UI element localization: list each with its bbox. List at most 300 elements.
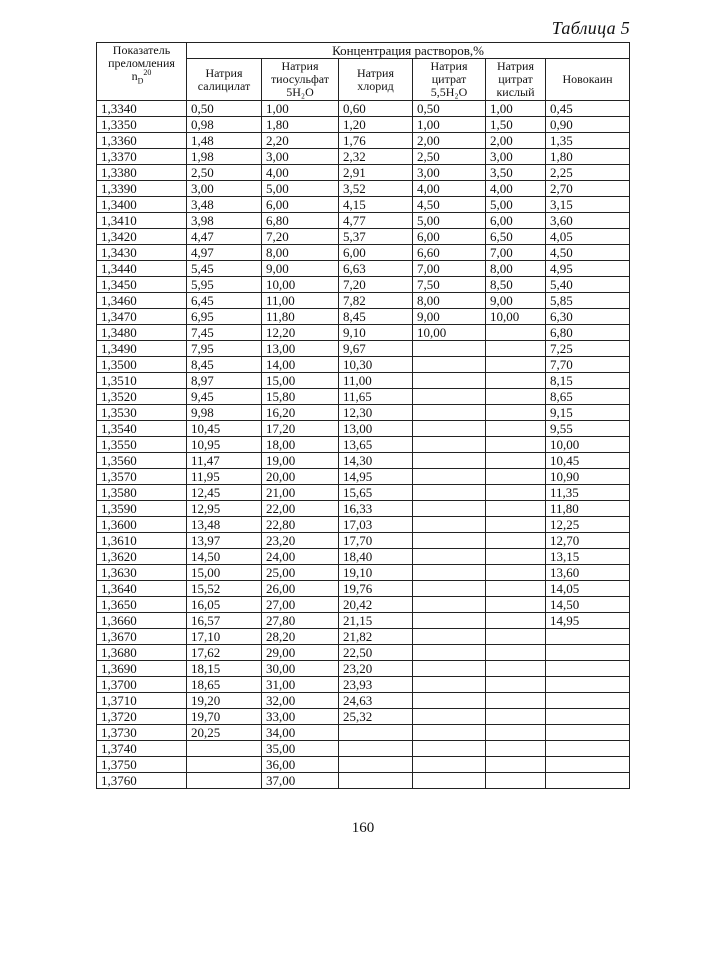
concentration-cell	[187, 741, 262, 757]
refractive-index-cell: 1,3400	[97, 197, 187, 213]
table-row	[97, 197, 630, 213]
concentration-cell: 8,50	[486, 277, 546, 293]
table-row	[97, 533, 630, 549]
concentration-cell: 1,48	[187, 133, 262, 149]
refractive-index-cell: 1,3360	[97, 133, 187, 149]
table-row	[97, 261, 630, 277]
concentration-cell: 6,63	[339, 261, 413, 277]
concentration-cell	[486, 613, 546, 629]
concentration-cell: 11,65	[339, 389, 413, 405]
table-row	[97, 757, 630, 773]
table-row	[97, 565, 630, 581]
refractive-index-cell: 1,3550	[97, 437, 187, 453]
concentration-cell: 8,45	[187, 357, 262, 373]
concentration-cell: 1,20	[339, 117, 413, 133]
concentration-cell: 7,25	[546, 341, 630, 357]
concentration-cell	[486, 405, 546, 421]
concentration-cell: 12,25	[546, 517, 630, 533]
refractive-index-cell: 1,3370	[97, 149, 187, 165]
table-row	[97, 341, 630, 357]
column-header-line1: Натрия	[496, 59, 534, 73]
concentration-cell: 15,65	[339, 485, 413, 501]
table-row	[97, 645, 630, 661]
concentration-cell	[413, 661, 486, 677]
concentration-cell: 5,95	[187, 277, 262, 293]
concentration-cell: 22,50	[339, 645, 413, 661]
concentration-cell	[546, 757, 630, 773]
concentration-cell	[413, 517, 486, 533]
refractive-index-cell: 1,3470	[97, 309, 187, 325]
column-header-line2: хлорид	[357, 78, 394, 93]
concentration-cell: 1,80	[262, 117, 339, 133]
concentration-cell	[413, 597, 486, 613]
concentration-cell	[486, 645, 546, 661]
concentration-cell	[486, 725, 546, 741]
table-row	[97, 773, 630, 789]
refractive-index-cell: 1,3740	[97, 741, 187, 757]
concentration-cell: 23,20	[262, 533, 339, 549]
concentration-cell: 8,15	[546, 373, 630, 389]
concentration-cell: 6,95	[187, 309, 262, 325]
concentration-cell: 14,30	[339, 453, 413, 469]
refractive-index-cell: 1,3430	[97, 245, 187, 261]
concentration-cell: 24,00	[262, 549, 339, 565]
concentration-cell: 18,15	[187, 661, 262, 677]
refractive-index-table	[96, 42, 630, 789]
refractive-index-cell: 1,3530	[97, 405, 187, 421]
concentration-cell: 0,45	[546, 101, 630, 117]
concentration-cell: 34,00	[262, 725, 339, 741]
refractive-index-cell: 1,3660	[97, 613, 187, 629]
table-row	[97, 517, 630, 533]
column-header	[187, 59, 262, 101]
concentration-cell: 11,95	[187, 469, 262, 485]
concentration-cell: 14,05	[546, 581, 630, 597]
concentration-cell: 35,00	[262, 741, 339, 757]
concentration-cell	[486, 773, 546, 789]
concentration-cell	[339, 725, 413, 741]
concentration-cell: 13,48	[187, 517, 262, 533]
concentration-cell	[486, 357, 546, 373]
concentration-cell: 37,00	[262, 773, 339, 789]
table-row	[97, 549, 630, 565]
concentration-cell: 15,00	[187, 565, 262, 581]
concentration-cell: 28,20	[262, 629, 339, 645]
table-row	[97, 661, 630, 677]
concentration-cell: 2,32	[339, 149, 413, 165]
concentration-cell	[486, 693, 546, 709]
concentration-cell	[486, 757, 546, 773]
table-row	[97, 293, 630, 309]
index-header-line2: преломления	[108, 56, 175, 70]
table-caption: Таблица 5	[551, 18, 630, 38]
column-header-line1: Новокаин	[562, 72, 613, 86]
concentration-cell: 3,60	[546, 213, 630, 229]
concentration-cell: 4,50	[413, 197, 486, 213]
concentration-cell: 11,80	[262, 309, 339, 325]
refractive-index-cell: 1,3670	[97, 629, 187, 645]
refractive-index-cell: 1,3760	[97, 773, 187, 789]
table-row	[97, 245, 630, 261]
concentration-cell: 7,20	[339, 277, 413, 293]
concentration-cell: 2,50	[413, 149, 486, 165]
concentration-cell: 9,00	[262, 261, 339, 277]
concentration-cell: 17,03	[339, 517, 413, 533]
concentration-cell: 4,00	[262, 165, 339, 181]
concentration-cell: 1,00	[486, 101, 546, 117]
refractive-index-cell: 1,3520	[97, 389, 187, 405]
refractive-index-cell: 1,3560	[97, 453, 187, 469]
concentration-cell	[486, 597, 546, 613]
concentration-cell: 16,57	[187, 613, 262, 629]
concentration-cell: 5,00	[413, 213, 486, 229]
concentration-cell	[486, 661, 546, 677]
concentration-cell: 3,00	[486, 149, 546, 165]
concentration-cell: 13,60	[546, 565, 630, 581]
column-header-line1: Натрия	[205, 65, 243, 80]
table-row	[97, 325, 630, 341]
concentration-cell: 18,65	[187, 677, 262, 693]
concentration-cell	[413, 613, 486, 629]
concentration-cell: 19,76	[339, 581, 413, 597]
concentration-cell: 2,50	[187, 165, 262, 181]
concentration-cell: 10,45	[187, 421, 262, 437]
concentration-cell: 11,47	[187, 453, 262, 469]
table-row	[97, 373, 630, 389]
concentration-cell	[486, 709, 546, 725]
refractive-index-cell: 1,3750	[97, 757, 187, 773]
refractive-index-cell: 1,3730	[97, 725, 187, 741]
concentration-cell	[413, 757, 486, 773]
concentration-cell: 6,60	[413, 245, 486, 261]
concentration-cell: 7,70	[546, 357, 630, 373]
concentration-cell: 19,10	[339, 565, 413, 581]
concentration-cell	[486, 533, 546, 549]
concentration-cell: 16,05	[187, 597, 262, 613]
index-header-line1: Показатель	[112, 43, 171, 57]
concentration-cell: 27,80	[262, 613, 339, 629]
concentration-cell	[413, 437, 486, 453]
concentration-cell: 19,70	[187, 709, 262, 725]
table-row	[97, 453, 630, 469]
concentration-cell	[187, 773, 262, 789]
concentration-cell: 24,63	[339, 693, 413, 709]
concentration-cell	[413, 357, 486, 373]
refractive-index-cell: 1,3420	[97, 229, 187, 245]
concentration-cell: 11,00	[262, 293, 339, 309]
concentration-cell: 5,37	[339, 229, 413, 245]
concentration-cell: 6,00	[486, 213, 546, 229]
table-row	[97, 709, 630, 725]
column-header-line2: тиосульфат	[270, 72, 330, 86]
concentration-cell: 10,95	[187, 437, 262, 453]
concentration-cell	[546, 725, 630, 741]
concentration-cell: 3,50	[486, 165, 546, 181]
concentration-cell	[486, 485, 546, 501]
concentration-cell	[486, 453, 546, 469]
concentration-cell: 3,00	[413, 165, 486, 181]
column-header-line1: Натрия	[356, 65, 394, 80]
concentration-cell: 6,30	[546, 309, 630, 325]
concentration-cell: 6,80	[546, 325, 630, 341]
concentration-cell: 30,00	[262, 661, 339, 677]
table-row	[97, 149, 630, 165]
concentration-group-header: Концентрация растворов,%	[187, 43, 630, 59]
concentration-cell	[413, 373, 486, 389]
concentration-cell: 22,80	[262, 517, 339, 533]
concentration-cell	[486, 373, 546, 389]
concentration-cell	[413, 629, 486, 645]
concentration-cell: 16,33	[339, 501, 413, 517]
refractive-index-cell: 1,3460	[97, 293, 187, 309]
concentration-cell	[413, 645, 486, 661]
concentration-cell: 7,45	[187, 325, 262, 341]
concentration-cell	[486, 741, 546, 757]
concentration-cell: 3,15	[546, 197, 630, 213]
concentration-cell: 6,00	[339, 245, 413, 261]
concentration-cell: 14,50	[187, 549, 262, 565]
concentration-cell	[413, 501, 486, 517]
concentration-cell: 4,97	[187, 245, 262, 261]
concentration-cell	[413, 565, 486, 581]
concentration-cell	[486, 469, 546, 485]
concentration-cell: 5,85	[546, 293, 630, 309]
refractive-index-cell: 1,3500	[97, 357, 187, 373]
concentration-cell	[413, 581, 486, 597]
table-row	[97, 405, 630, 421]
column-header-line3: кислый	[496, 85, 535, 99]
concentration-cell: 15,52	[187, 581, 262, 597]
concentration-cell	[413, 485, 486, 501]
concentration-cell: 10,00	[546, 437, 630, 453]
concentration-cell: 18,00	[262, 437, 339, 453]
refractive-index-cell: 1,3340	[97, 101, 187, 117]
concentration-cell: 9,45	[187, 389, 262, 405]
refractive-index-cell: 1,3590	[97, 501, 187, 517]
column-header-line2: цитрат	[431, 72, 467, 86]
concentration-cell: 23,20	[339, 661, 413, 677]
refractive-index-cell: 1,3410	[97, 213, 187, 229]
refractive-index-cell: 1,3690	[97, 661, 187, 677]
concentration-cell	[546, 661, 630, 677]
concentration-cell: 10,90	[546, 469, 630, 485]
concentration-cell	[339, 757, 413, 773]
concentration-cell	[546, 629, 630, 645]
column-header	[262, 59, 339, 101]
concentration-cell: 32,00	[262, 693, 339, 709]
concentration-cell: 5,40	[546, 277, 630, 293]
concentration-cell	[486, 341, 546, 357]
concentration-cell: 10,00	[413, 325, 486, 341]
concentration-cell: 4,05	[546, 229, 630, 245]
concentration-cell: 13,00	[339, 421, 413, 437]
concentration-cell: 9,67	[339, 341, 413, 357]
concentration-cell: 15,80	[262, 389, 339, 405]
concentration-cell: 13,00	[262, 341, 339, 357]
concentration-cell: 9,55	[546, 421, 630, 437]
header-row-group	[97, 43, 630, 59]
concentration-cell: 5,00	[262, 181, 339, 197]
concentration-cell	[413, 709, 486, 725]
concentration-cell: 9,10	[339, 325, 413, 341]
refractive-index-cell: 1,3650	[97, 597, 187, 613]
concentration-cell: 6,45	[187, 293, 262, 309]
concentration-cell: 21,82	[339, 629, 413, 645]
concentration-cell: 15,00	[262, 373, 339, 389]
refractive-index-cell: 1,3680	[97, 645, 187, 661]
refractive-index-cell: 1,3580	[97, 485, 187, 501]
concentration-cell	[413, 741, 486, 757]
refractive-index-cell: 1,3380	[97, 165, 187, 181]
concentration-cell	[339, 741, 413, 757]
concentration-cell: 21,00	[262, 485, 339, 501]
concentration-cell: 4,50	[546, 245, 630, 261]
concentration-cell: 2,00	[486, 133, 546, 149]
concentration-cell: 14,95	[546, 613, 630, 629]
concentration-cell: 10,45	[546, 453, 630, 469]
concentration-cell: 26,00	[262, 581, 339, 597]
concentration-cell: 7,20	[262, 229, 339, 245]
concentration-cell: 6,00	[413, 229, 486, 245]
table-row	[97, 133, 630, 149]
refractive-index-cell: 1,3540	[97, 421, 187, 437]
table-row	[97, 277, 630, 293]
concentration-cell: 4,95	[546, 261, 630, 277]
concentration-cell: 8,00	[413, 293, 486, 309]
concentration-cell: 31,00	[262, 677, 339, 693]
concentration-cell: 10,30	[339, 357, 413, 373]
refractive-index-cell: 1,3630	[97, 565, 187, 581]
concentration-cell: 22,00	[262, 501, 339, 517]
concentration-cell: 17,20	[262, 421, 339, 437]
concentration-cell	[413, 341, 486, 357]
concentration-cell: 2,20	[262, 133, 339, 149]
concentration-cell: 1,76	[339, 133, 413, 149]
refractive-index-cell: 1,3490	[97, 341, 187, 357]
concentration-cell: 18,40	[339, 549, 413, 565]
column-header-line1: Натрия	[430, 59, 468, 73]
refractive-index-cell: 1,3440	[97, 261, 187, 277]
concentration-cell: 3,00	[262, 149, 339, 165]
refractive-index-cell: 1,3390	[97, 181, 187, 197]
concentration-cell	[413, 773, 486, 789]
concentration-cell	[486, 629, 546, 645]
concentration-cell: 7,50	[413, 277, 486, 293]
column-header-line1: Натрия	[281, 59, 319, 73]
index-header	[97, 43, 187, 101]
concentration-cell: 17,70	[339, 533, 413, 549]
concentration-cell: 4,15	[339, 197, 413, 213]
concentration-cell: 12,70	[546, 533, 630, 549]
concentration-cell	[413, 405, 486, 421]
table-row	[97, 677, 630, 693]
concentration-cell	[486, 389, 546, 405]
concentration-cell: 12,20	[262, 325, 339, 341]
table-row	[97, 389, 630, 405]
concentration-cell	[413, 453, 486, 469]
concentration-cell: 7,00	[486, 245, 546, 261]
concentration-cell	[413, 469, 486, 485]
concentration-cell: 0,60	[339, 101, 413, 117]
concentration-cell	[486, 421, 546, 437]
refractive-index-cell: 1,3620	[97, 549, 187, 565]
concentration-cell: 11,80	[546, 501, 630, 517]
table-row	[97, 181, 630, 197]
table-row	[97, 165, 630, 181]
refractive-index-cell: 1,3600	[97, 517, 187, 533]
concentration-cell	[413, 421, 486, 437]
concentration-cell: 6,50	[486, 229, 546, 245]
concentration-cell: 8,65	[546, 389, 630, 405]
refractive-index-cell: 1,3720	[97, 709, 187, 725]
concentration-cell	[187, 757, 262, 773]
concentration-cell: 4,77	[339, 213, 413, 229]
concentration-cell: 12,95	[187, 501, 262, 517]
concentration-cell: 1,35	[546, 133, 630, 149]
refractive-index-cell: 1,3710	[97, 693, 187, 709]
concentration-cell	[486, 437, 546, 453]
concentration-cell: 2,70	[546, 181, 630, 197]
concentration-cell: 6,00	[262, 197, 339, 213]
concentration-cell: 20,25	[187, 725, 262, 741]
concentration-cell: 1,50	[486, 117, 546, 133]
concentration-cell: 3,00	[187, 181, 262, 197]
concentration-cell: 19,00	[262, 453, 339, 469]
table-row	[97, 725, 630, 741]
concentration-cell: 7,95	[187, 341, 262, 357]
concentration-cell: 33,00	[262, 709, 339, 725]
concentration-cell	[546, 677, 630, 693]
column-header	[486, 59, 546, 101]
concentration-cell: 2,91	[339, 165, 413, 181]
concentration-cell: 5,00	[486, 197, 546, 213]
concentration-cell	[546, 693, 630, 709]
concentration-cell: 12,30	[339, 405, 413, 421]
refractive-index-cell: 1,3450	[97, 277, 187, 293]
table-row	[97, 437, 630, 453]
concentration-cell: 1,00	[262, 101, 339, 117]
concentration-cell: 12,45	[187, 485, 262, 501]
concentration-cell: 2,25	[546, 165, 630, 181]
concentration-cell	[486, 517, 546, 533]
table-row	[97, 501, 630, 517]
concentration-cell	[486, 581, 546, 597]
concentration-cell: 21,15	[339, 613, 413, 629]
concentration-cell: 4,00	[413, 181, 486, 197]
table-row	[97, 229, 630, 245]
column-header-line3: 5,5H₂O	[430, 85, 468, 99]
concentration-cell: 1,80	[546, 149, 630, 165]
concentration-cell	[339, 773, 413, 789]
concentration-cell: 7,00	[413, 261, 486, 277]
concentration-cell: 10,00	[486, 309, 546, 325]
table-row	[97, 421, 630, 437]
concentration-cell	[546, 645, 630, 661]
concentration-cell: 13,65	[339, 437, 413, 453]
refractive-index-cell: 1,3640	[97, 581, 187, 597]
refractive-index-cell: 1,3480	[97, 325, 187, 341]
refractive-index-cell: 1,3610	[97, 533, 187, 549]
concentration-cell: 20,00	[262, 469, 339, 485]
concentration-cell: 29,00	[262, 645, 339, 661]
concentration-cell: 8,00	[486, 261, 546, 277]
concentration-cell: 0,98	[187, 117, 262, 133]
concentration-cell	[486, 565, 546, 581]
concentration-cell	[486, 325, 546, 341]
concentration-cell	[546, 741, 630, 757]
concentration-cell	[486, 549, 546, 565]
table-row	[97, 117, 630, 133]
